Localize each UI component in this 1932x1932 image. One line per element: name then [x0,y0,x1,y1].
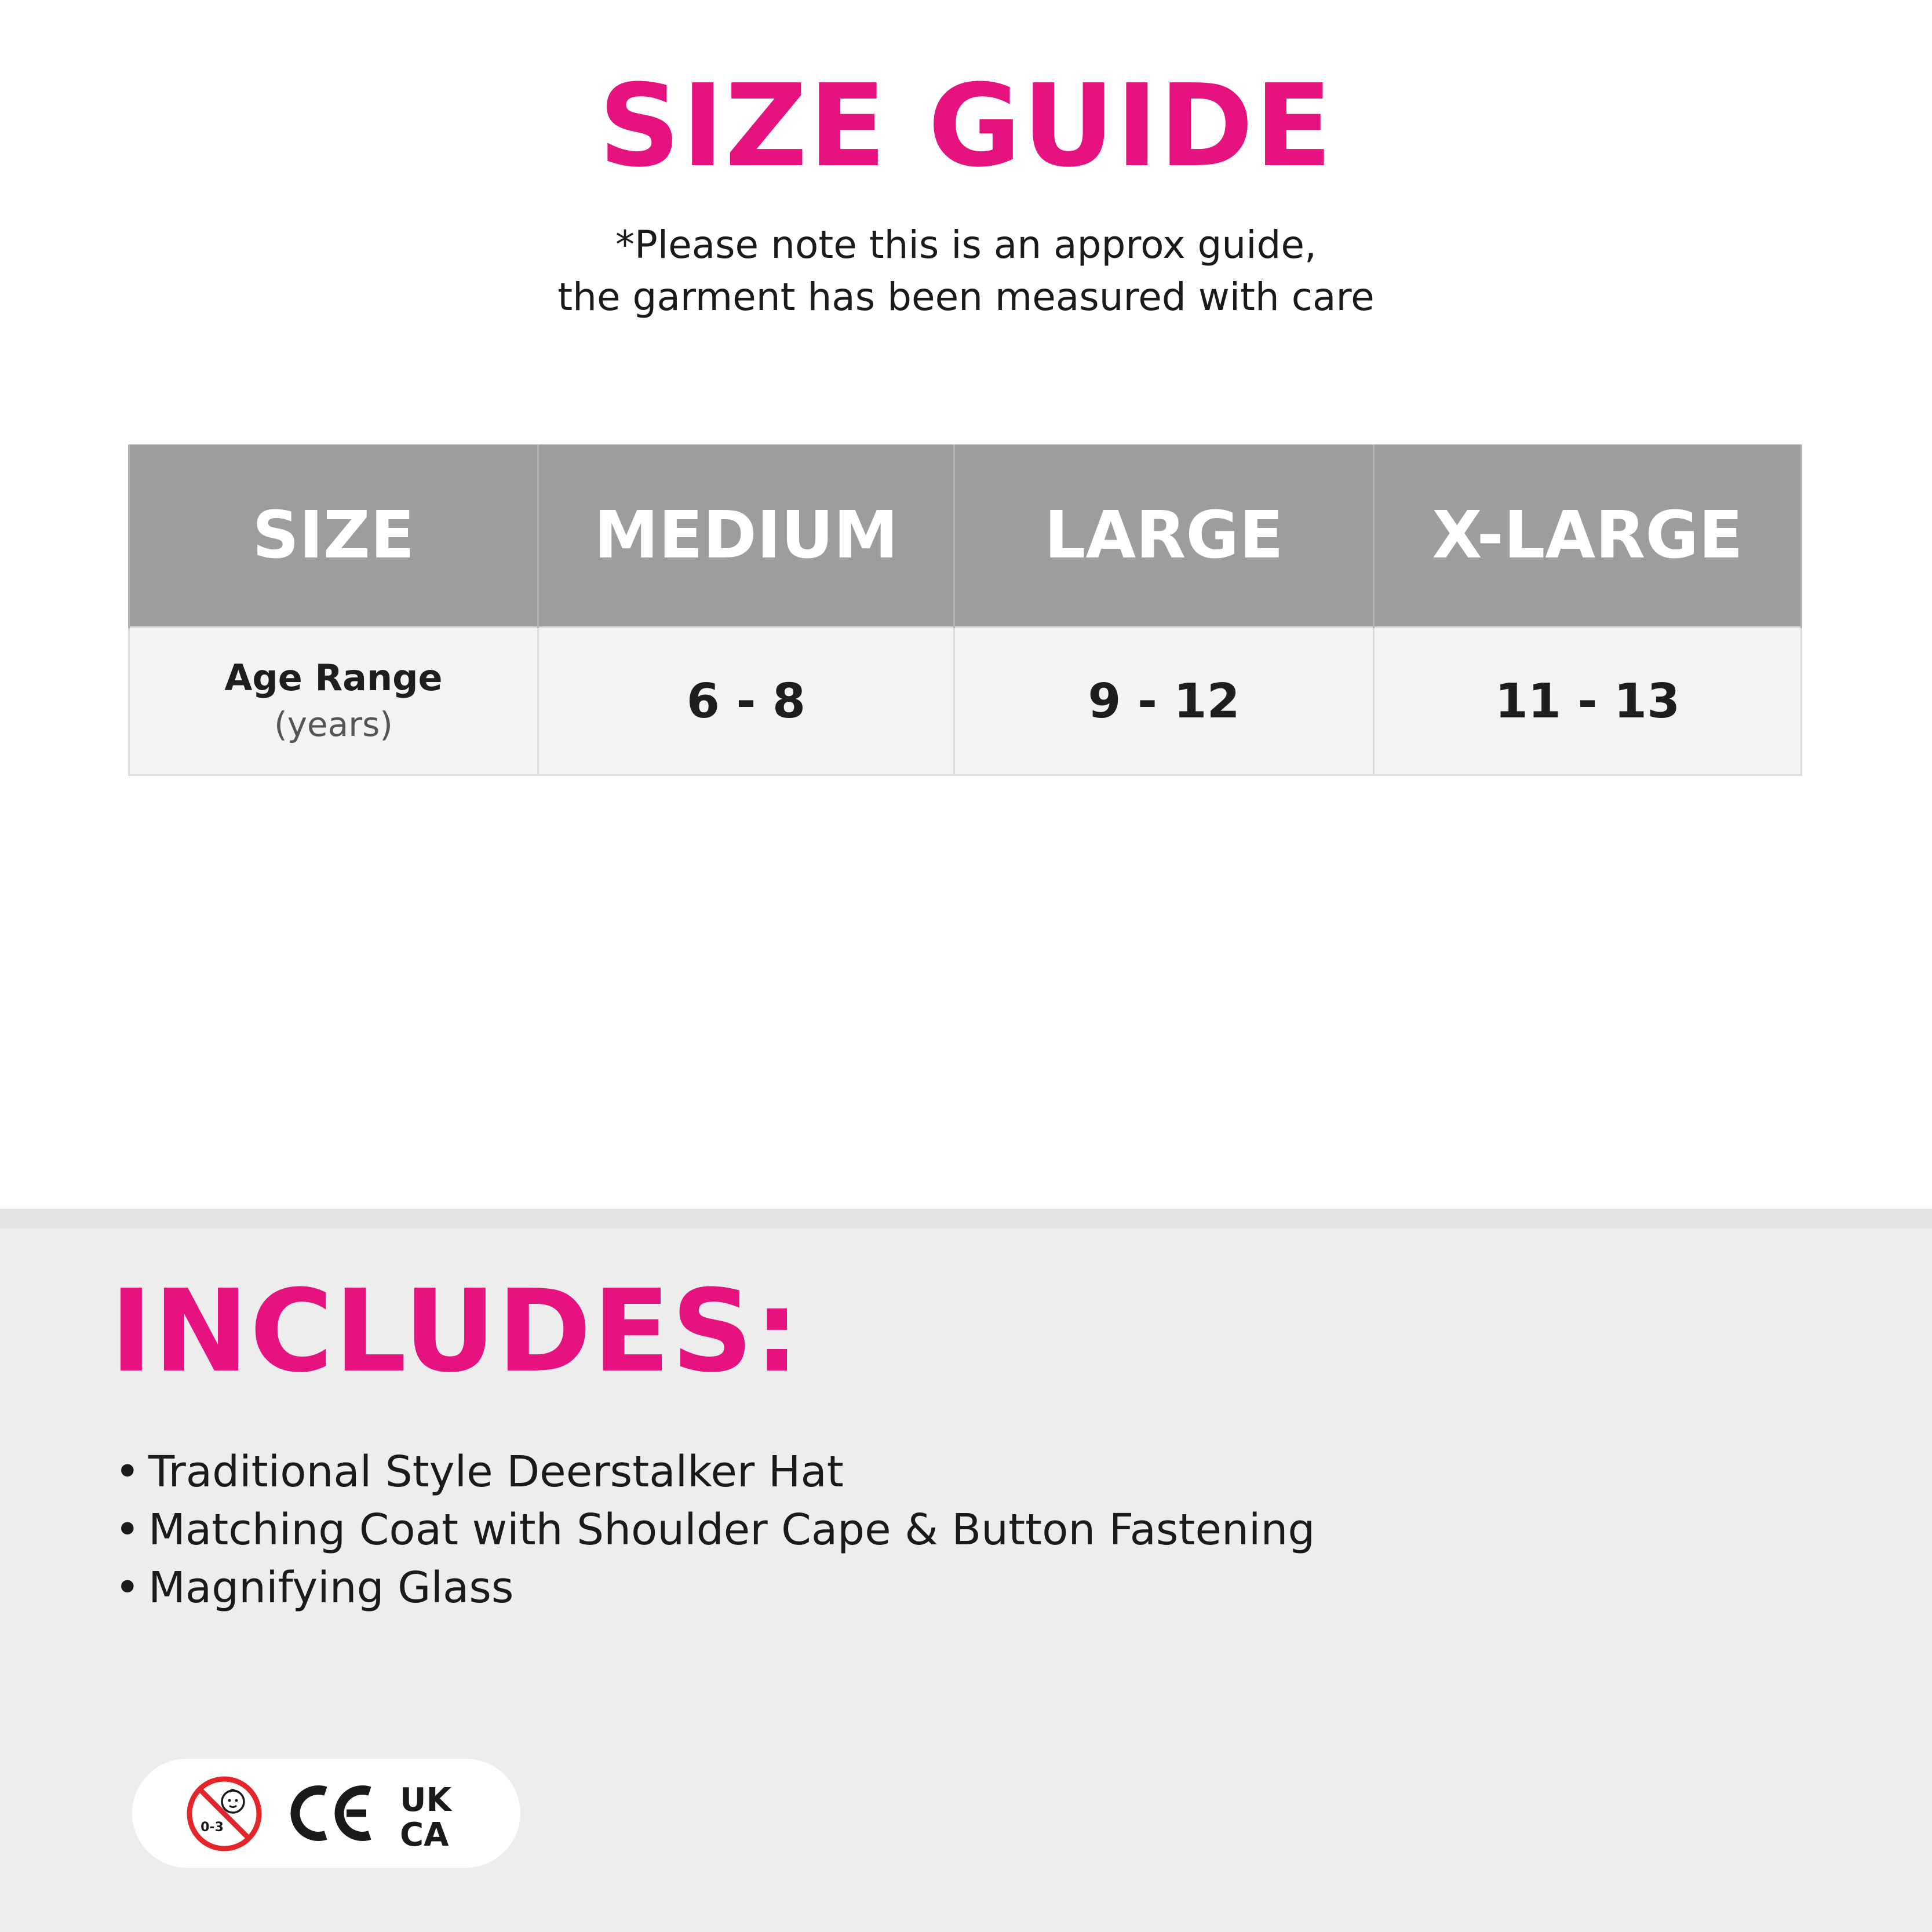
header-large: LARGE [954,444,1374,628]
age-range-label-cell [129,628,538,775]
bullet-icon: • [115,1505,140,1555]
age-range-label: Age Range [224,657,443,699]
includes-list [115,1443,1315,1617]
note-line-2: the garment has been measured with care [557,275,1375,319]
certification-badge [132,1759,520,1868]
list-item-text: Matching Coat with Shoulder Cape & Button Fastening [148,1505,1315,1555]
includes-title: INCLUDES: [110,1266,801,1398]
size-table-header-row [129,444,1802,628]
age-medium: 6 - 8 [538,628,954,775]
header-size: SIZE [129,444,538,628]
size-table [128,444,1802,776]
age-large: 9 - 12 [954,628,1374,775]
bullet-icon: • [115,1563,140,1613]
age-range-unit: (years) [274,705,393,744]
list-item [115,1443,1315,1501]
bullet-icon: • [115,1447,140,1497]
size-guide-note [0,219,1932,323]
list-item-text: Magnifying Glass [148,1563,514,1613]
table-row [129,628,1802,775]
header-medium: MEDIUM [538,444,954,628]
list-item-text: Traditional Style Deerstalker Hat [148,1447,844,1497]
age-warning-label: 0-3 [201,1820,224,1835]
list-item [115,1559,1315,1617]
page-title: SIZE GUIDE [599,60,1333,192]
list-item [115,1501,1315,1559]
ukca-line-2: CA [400,1816,449,1848]
age-x-large: 11 - 13 [1374,628,1802,775]
header-x-large: X-LARGE [1374,444,1802,628]
age-warning-icon [185,1775,263,1853]
ukca-mark-icon [400,1781,468,1848]
ukca-line-1: UK [400,1781,451,1819]
note-line-1: *Please note this is an approx guide, [615,223,1317,267]
ce-mark-icon [290,1783,377,1843]
